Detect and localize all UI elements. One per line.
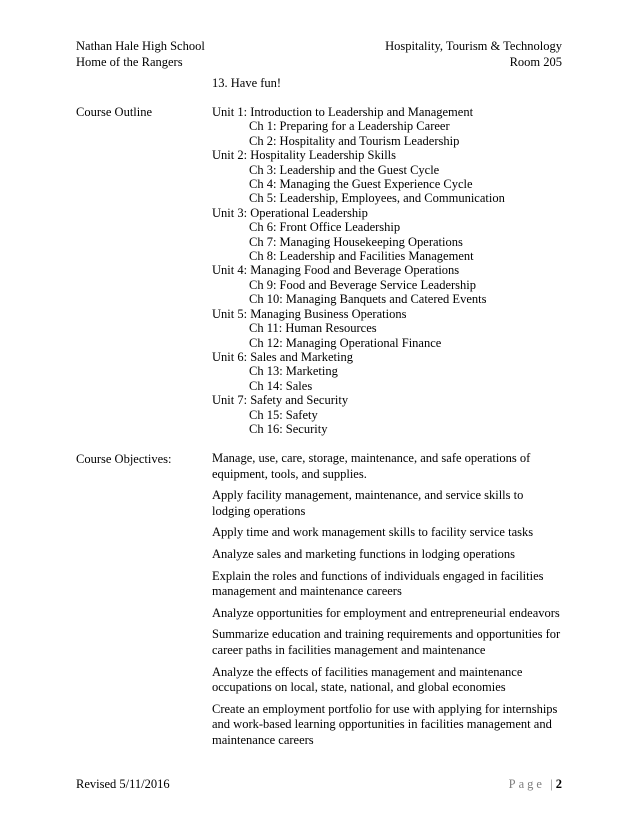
- unit-title: Unit 6: Sales and Marketing: [212, 349, 353, 364]
- chapter-item: Ch 3: Leadership and the Guest Cycle: [249, 162, 440, 177]
- objective-item: [212, 665, 562, 696]
- header-row-1: [76, 38, 562, 54]
- chapter-item: Ch 5: Leadership, Employees, and Communication: [249, 191, 505, 206]
- page-footer: [76, 776, 562, 792]
- objective-line: Explain the roles and functions of individuals engaged in facilities: [212, 568, 544, 583]
- chapter-item: Ch 7: Managing Housekeeping Operations: [249, 234, 463, 249]
- objective-line: Manage, use, care, storage, maintenance, and safe operations of: [212, 451, 531, 465]
- objective-line: lodging operations: [212, 503, 306, 518]
- objective-line: Analyze the effects of facilities management and maintenance: [212, 664, 523, 679]
- course-objectives-list: [212, 451, 562, 755]
- unit-title: Unit 7: Safety and Security: [212, 393, 349, 408]
- page-number: 2: [555, 777, 562, 791]
- objective-line: Analyze opportunities for employment and entrepreneurial endeavors: [212, 605, 560, 620]
- chapter-item: Ch 12: Managing Operational Finance: [249, 335, 442, 350]
- objective-item: [212, 547, 562, 563]
- chapter-item: Ch 9: Food and Beverage Service Leadership: [249, 277, 477, 292]
- unit-title: Unit 2: Hospitality Leadership Skills: [212, 148, 397, 163]
- objective-line: Summarize education and training requirements and opportunities for: [212, 627, 561, 642]
- revised-date: Revised 5/11/2016: [76, 777, 170, 791]
- objective-line: Create an employment portfolio for use with applying for internships: [212, 701, 558, 716]
- unit-title: Unit 4: Managing Food and Beverage Operations: [212, 263, 460, 278]
- chapter-item: Ch 1: Preparing for a Leadership Career: [249, 119, 450, 134]
- objective-line: equipment, tools, and supplies.: [212, 466, 367, 481]
- page-indicator: [509, 776, 562, 792]
- school-name: Nathan Hale High School: [76, 39, 205, 53]
- chapter-item: Ch 6: Front Office Leadership: [249, 220, 401, 235]
- chapter-item: Ch 10: Managing Banquets and Catered Events: [249, 292, 487, 307]
- unit-title: Unit 3: Operational Leadership: [212, 205, 368, 220]
- chapter-item: Ch 15: Safety: [249, 407, 318, 422]
- objective-line: Apply facility management, maintenance, and service skills to: [212, 488, 524, 503]
- chapter-item: Ch 13: Marketing: [249, 364, 338, 379]
- objective-line: maintenance careers: [212, 732, 314, 747]
- page-separator: |: [550, 777, 553, 791]
- course-outline-list: [212, 105, 562, 436]
- page-header: [76, 38, 562, 70]
- chapter-item: Ch 8: Leadership and Facilities Management: [249, 249, 474, 264]
- objective-line: Apply time and work management skills to facility service tasks: [212, 525, 534, 540]
- objective-line: occupations on local, state, national, and global economies: [212, 680, 506, 695]
- department-name: Hospitality, Tourism & Technology: [385, 39, 562, 53]
- objective-item: [212, 488, 562, 519]
- objective-item: [212, 525, 562, 541]
- objective-item: [212, 569, 562, 600]
- objective-item: [212, 606, 562, 622]
- objective-line: Analyze sales and marketing functions in lodging operations: [212, 546, 516, 561]
- chapter-item: Ch 14: Sales: [249, 378, 313, 393]
- objective-item: [212, 702, 562, 749]
- header-row-2: [76, 54, 562, 70]
- chapter-item: Ch 11: Human Resources: [249, 321, 377, 336]
- unit-title: Unit 1: Introduction to Leadership and Management: [212, 105, 474, 119]
- continued-list-item: 13. Have fun!: [212, 76, 282, 90]
- objective-item: [212, 451, 562, 482]
- school-motto: Home of the Rangers: [76, 55, 183, 69]
- objective-line: and work-based learning opportunities in facilities management and: [212, 717, 552, 732]
- chapter-item: Ch 4: Managing the Guest Experience Cycle: [249, 177, 473, 192]
- chapter-item: Ch 16: Security: [249, 421, 328, 436]
- objective-line: management and maintenance careers: [212, 584, 402, 599]
- objective-line: career paths in facilities management and maintenance: [212, 642, 486, 657]
- room-number: Room 205: [509, 55, 562, 69]
- course-objectives-label: Course Objectives:: [76, 452, 172, 466]
- chapter-item: Ch 2: Hospitality and Tourism Leadership: [249, 133, 460, 148]
- unit-title: Unit 5: Managing Business Operations: [212, 306, 407, 321]
- page-label: Page: [508, 777, 545, 791]
- course-outline-label: Course Outline: [76, 105, 153, 119]
- objective-item: [212, 627, 562, 658]
